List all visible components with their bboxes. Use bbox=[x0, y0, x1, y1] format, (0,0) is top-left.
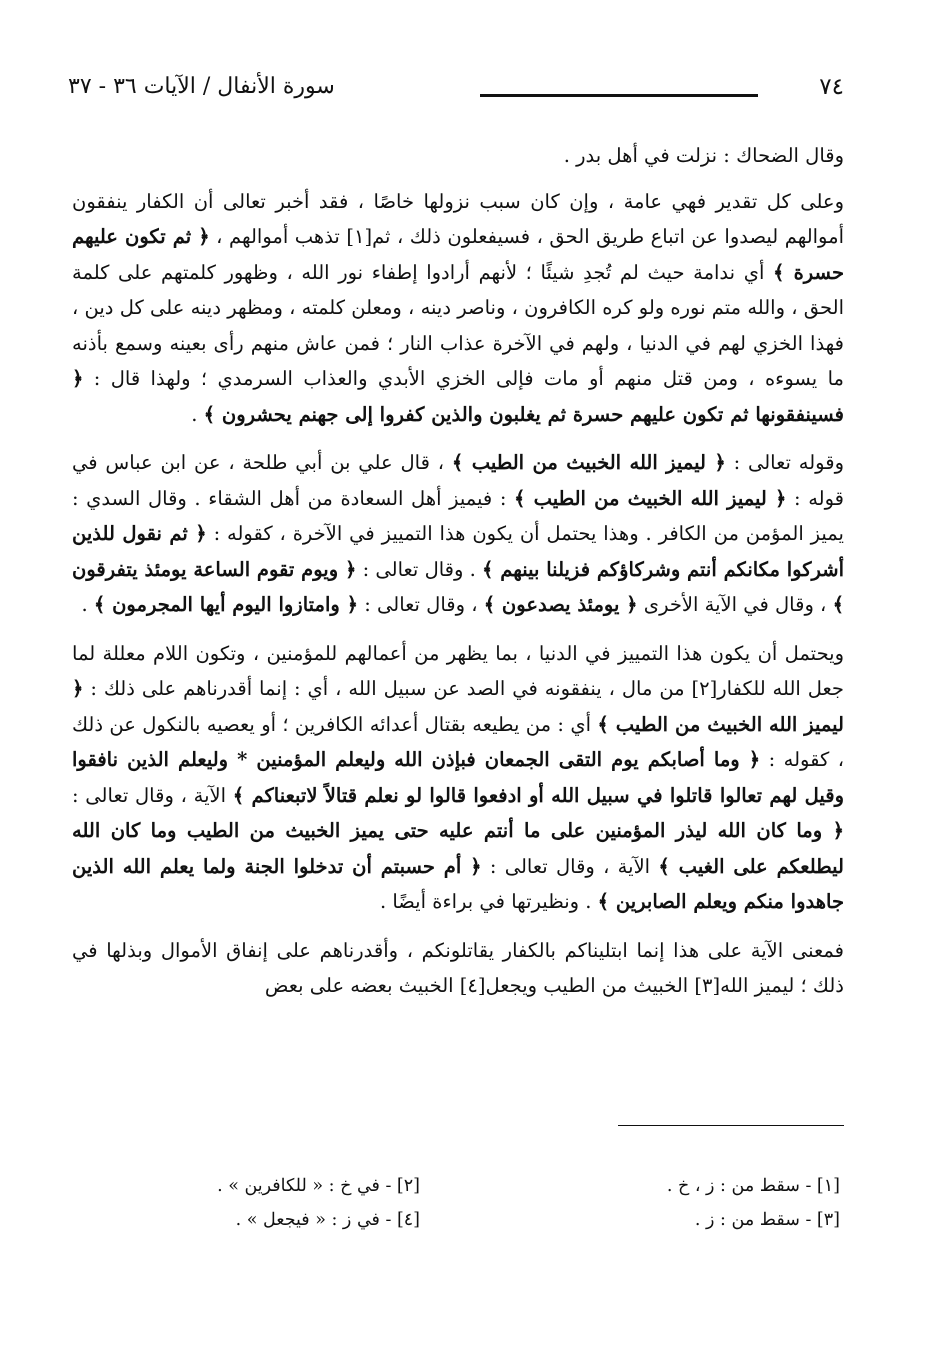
footnote-4: [٤] - في ز : « فيجعل » . bbox=[235, 1210, 420, 1230]
paragraph-distinguish-worldly: ويحتمل أن يكون هذا التمييز في الدنيا ، بما يظهر من أعمالهم للمؤمنين ، وتكون اللام معللة لما جعل الله للكفار[٢] من مال ، ينفقونه في الصد عن سبيل الله ، أي : إنما أقدرناهم على ذلك : ﴿ ليميز الله الخبيث من الطيب ﴾ أي : من يطيعه بقتال أعدائه الكافرين ؛ أو يعصيه بالنكول عن ذلك ، كقوله : ﴿ وما أصابكم يوم التقى الجمعان فبإذن الله وليعلم المؤمنين * وليعلم الذين نافقوا وقيل لهم تعالوا قاتلوا في سبيل الله أو ادفعوا قالوا لو نعلم قتالاً لاتبعناكم ﴾ الآية ، وقال تعالى : ﴿ وما كان الله ليذر المؤمنين على ما أنتم عليه حتى يميز الخبيث من الطيب وما كان الله ليطلعكم على الغيب ﴾ الآية ، وقال تعالى : ﴿ أم حسبتم أن تدخلوا الجنة ولما يعلم الله الذين جاهدوا منكم ويعلم الصابرين ﴾ . ونظيرتها في براءة أيضًا . bbox=[72, 641, 845, 913]
quran-verse: ﴿ ثم نقول للذين أشركوا مكانكم أنتم وشركاؤكم فزيلنا بينهم ﴾ bbox=[72, 522, 844, 581]
paragraph-spending: وعلى كل تقدير فهي عامة ، وإن كان سبب نزولها خاصًا ، فقد أخبر تعالى أن الكفار ينفقون أموالهم ليصدوا عن اتباع طريق الحق ، فسيفعلون ذلك ، ثم[١] تذهب أموالهم ، ﴿ ثم تكون عليهم حسرة ﴾ أي ندامة حيث لم تُجدِ شيئًا ؛ لأنهم أرادوا إطفاء نور الله ، وظهور كلمتهم على كلمة الحق ، والله متم نوره ولو كره الكافرون ، وناصر دينه ، ومعلن كلمته ، ومظهر دينه على كل دين ، فهذا الخزي لهم في الدنيا ، ولهم في الآخرة عذاب النار ؛ فمن عاش منهم رأى بعينه وسمع بأذنه ما يسوءه ، ومن قتل منهم أو مات فإلى الخزي الأبدي والعذاب السرمدي ؛ ولهذا قال : ﴿ فسينفقونها ثم تكون عليهم حسرة ثم يغلبون والذين كفروا إلى جهنم يحشرون ﴾ . bbox=[72, 189, 845, 426]
paragraph-distinguish-hereafter: وقوله تعالى : ﴿ ليميز الله الخبيث من الطيب ﴾ ، قال علي بن أبي طلحة ، عن ابن عباس في قوله : ﴿ ليميز الله الخبيث من الطيب ﴾ : فيميز أهل السعادة من أهل الشقاء . وقال السدي : يميز المؤمن من الكافر . وهذا يحتمل أن يكون هذا التمييز في الآخرة ، كقوله : ﴿ ثم نقول للذين أشركوا مكانكم أنتم وشركاؤكم فزيلنا بينهم ﴾ . وقال تعالى : ﴿ ويوم تقوم الساعة يومئذ يتفرقون ﴾ ، وقال في الآية الأخرى ﴿ يومئذ يصدعون ﴾ ، وقال تعالى : ﴿ وامتازوا اليوم أيها المجرمون ﴾ . bbox=[72, 451, 844, 616]
footnote-1: [١] - سقط من : ز ، خ . bbox=[666, 1176, 840, 1196]
quran-verse: ﴿ ليميز الله الخبيث من الطيب ﴾ bbox=[72, 677, 844, 736]
footnote-2: [٢] - في خ : « للكافرين » . bbox=[217, 1176, 420, 1196]
quran-verse: ﴿ أم حسبتم أن تدخلوا الجنة ولما يعلم الله الذين جاهدوا منكم ويعلم الصابرين ﴾ bbox=[72, 854, 844, 913]
page-number: ٧٤ bbox=[819, 74, 844, 100]
header-rule bbox=[480, 94, 758, 97]
quran-verse: ﴿ وما كان الله ليذر المؤمنين على ما أنتم عليه حتى يميز الخبيث من الطيب وما كان الله ليطلعكم على الغيب ﴾ bbox=[72, 819, 844, 878]
paragraph-meaning: فمعنى الآية على هذا إنما ابتليناكم بالكفار يقاتلونكم ، وأقدرناهم على إنفاق الأموال وبذلها في ذلك ؛ ليميز الله[٣] الخبيث من الطيب ويجعل[٤] الخبيث بعضه على بعض bbox=[72, 938, 844, 997]
quran-verse: ﴿ ليميز الله الخبيث من الطيب ﴾ bbox=[451, 451, 726, 474]
footnote-rule bbox=[618, 1125, 844, 1126]
quran-verse: ﴿ فسينفقونها ثم تكون عليهم حسرة ثم يغلبون والذين كفروا إلى جهنم يحشرون ﴾ bbox=[72, 367, 844, 426]
footnote-3: [٣] - سقط من : ز . bbox=[694, 1210, 840, 1230]
quran-verse: ﴿ وما أصابكم يوم التقى الجمعان فبإذن الله وليعلم المؤمنين * وليعلم الذين نافقوا وقيل لهم تعالوا قاتلوا في سبيل الله أو ادفعوا قالوا لو نعلم قتالاً لاتبعناكم ﴾ bbox=[72, 748, 844, 807]
main-text bbox=[72, 138, 844, 1017]
quran-verse: ﴿ يومئذ يصدعون ﴾ bbox=[483, 593, 638, 616]
running-title: سورة الأنفال / الآيات ٣٦ - ٣٧ bbox=[68, 74, 335, 99]
quran-verse: ﴿ ثم تكون عليهم حسرة ﴾ bbox=[72, 225, 845, 284]
quran-verse: ﴿ وامتازوا اليوم أيها المجرمون ﴾ bbox=[93, 593, 359, 616]
quran-verse: ﴿ ويوم تقوم الساعة يومئذ يتفرقون ﴾ bbox=[72, 557, 844, 616]
page-header bbox=[68, 70, 844, 110]
quran-verse: ﴿ ليميز الله الخبيث من الطيب ﴾ bbox=[513, 486, 787, 510]
paragraph-dahhak: وقال الضحاك : نزلت في أهل بدر . bbox=[563, 144, 844, 167]
